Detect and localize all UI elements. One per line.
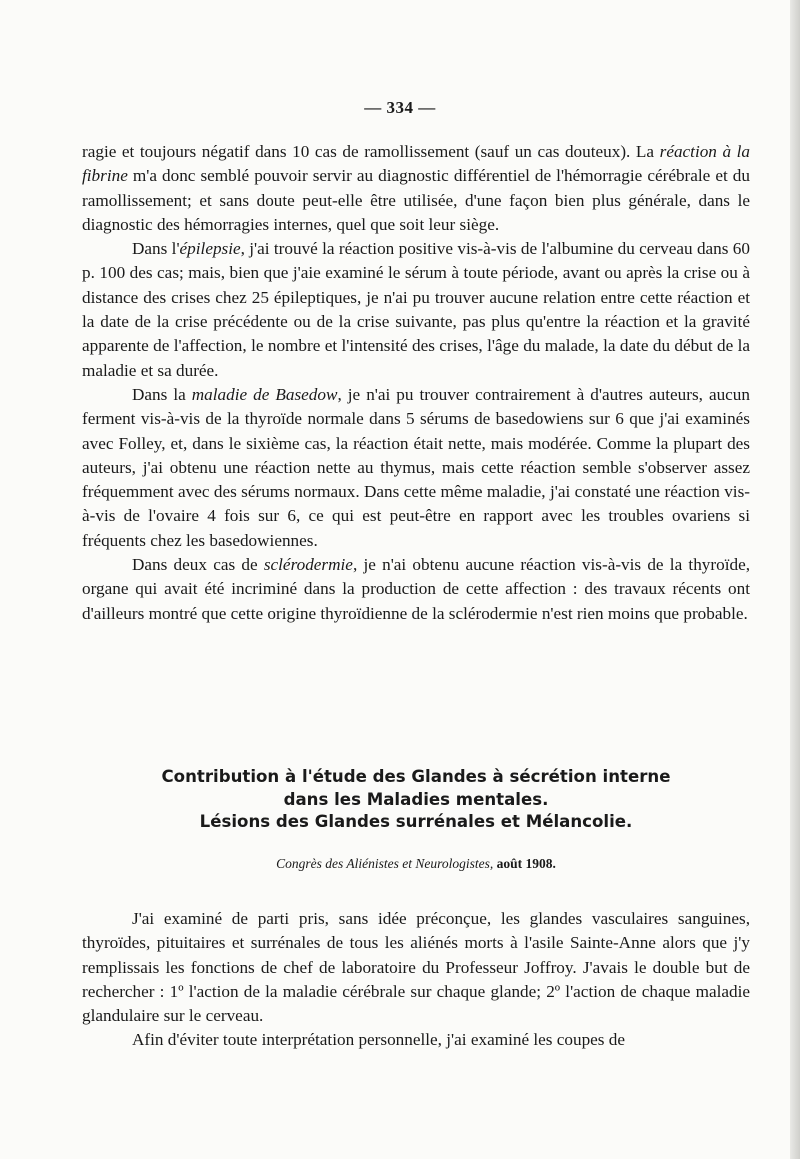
- section-title: [82, 766, 750, 834]
- paragraph-hemorragie: ragie et toujours négatif dans 10 cas de ramollissement (sauf un cas douteux). La réaction à la fibrine m'a donc semblé pouvoir servir au diagnostic différentiel de l'hémorragie cérébrale et du ramollissement; et sans doute peut-elle être utilisée, d'une façon bien plus générale, dans le diagnostic des hémorragies internes, quel que soit leur siège.: [82, 142, 750, 234]
- section-title-line-2: dans les Maladies mentales.: [283, 789, 549, 809]
- page-edge-shadow: [790, 0, 800, 1159]
- body-text-top: [82, 140, 750, 626]
- paragraph-epilepsie: Dans l'épilepsie, j'ai trouvé la réaction positive vis-à-vis de l'albumine du cerveau dans 60 p. 100 des cas; mais, bien que j'aie examiné le sérum à toute période, avant ou après la crise ou à distance des crises chez 25 épileptiques, je n'ai pu trouver aucune relation entre cette réaction et la date de la crise précédente ou de la crise suivante, pas plus qu'entre la réaction et la gravité apparente de l'affection, le nombre et l'intensité des crises, l'âge du malade, la date du début de la maladie et sa durée.: [82, 239, 750, 380]
- paragraph-afin: Afin d'éviter toute interprétation personnelle, j'ai examiné les coupes de: [132, 1030, 625, 1050]
- page-number: — 334 —: [364, 98, 436, 117]
- paragraph-examen: J'ai examiné de parti pris, sans idée préconçue, les glandes vasculaires sanguines, thyroïdes, pituitaires et surrénales de tous les aliénés morts à l'asile Sainte-Anne alors que j'y remplissais les fonctions de chef de laboratoire du Professeur Joffroy. J'avais le double but de rechercher : 1º l'action de la maladie cérébrale sur chaque glande; 2º l'action de chaque maladie glandulaire sur le cerveau.: [82, 909, 750, 1026]
- section-title-line-3: Lésions des Glandes surrénales et Mélancolie.: [199, 812, 633, 831]
- paragraph-sclerodermie: Dans deux cas de sclérodermie, je n'ai obtenu aucune réaction vis-à-vis de la thyroïde, organe qui avait été incriminé dans la production de cette affection : des travaux récents ont d'ailleurs montré que cette origine thyroïdienne de la sclérodermie n'est rien moins que probable.: [82, 555, 751, 623]
- paragraph-basedow: Dans la maladie de Basedow, je n'ai pu trouver contrairement à d'autres auteurs, aucun ferment vis-à-vis de la thyroïde normale dans 5 sérums de basedowiens sur 6 que j'ai examinés avec Folley, et, dans le sixième cas, la réaction était nette, mais modérée. Comme la plupart des auteurs, j'ai obtenu une réaction nette au thymus, mais cette réaction semble s'observer assez fréquemment avec des sérums normaux. Dans cette même maladie, j'ai constaté une réaction vis-à-vis de l'ovaire 4 fois sur 6, ce qui est peut-être en rapport avec les troubles ovariens si fréquents chez les basedowiennes.: [82, 384, 750, 550]
- section-title-line-1: Contribution à l'étude des Glandes à sécrétion interne: [161, 767, 671, 786]
- section-subtitle: Congrès des Aliénistes et Neurologistes, août 1908.: [276, 856, 556, 871]
- body-text-bottom: [82, 907, 750, 1053]
